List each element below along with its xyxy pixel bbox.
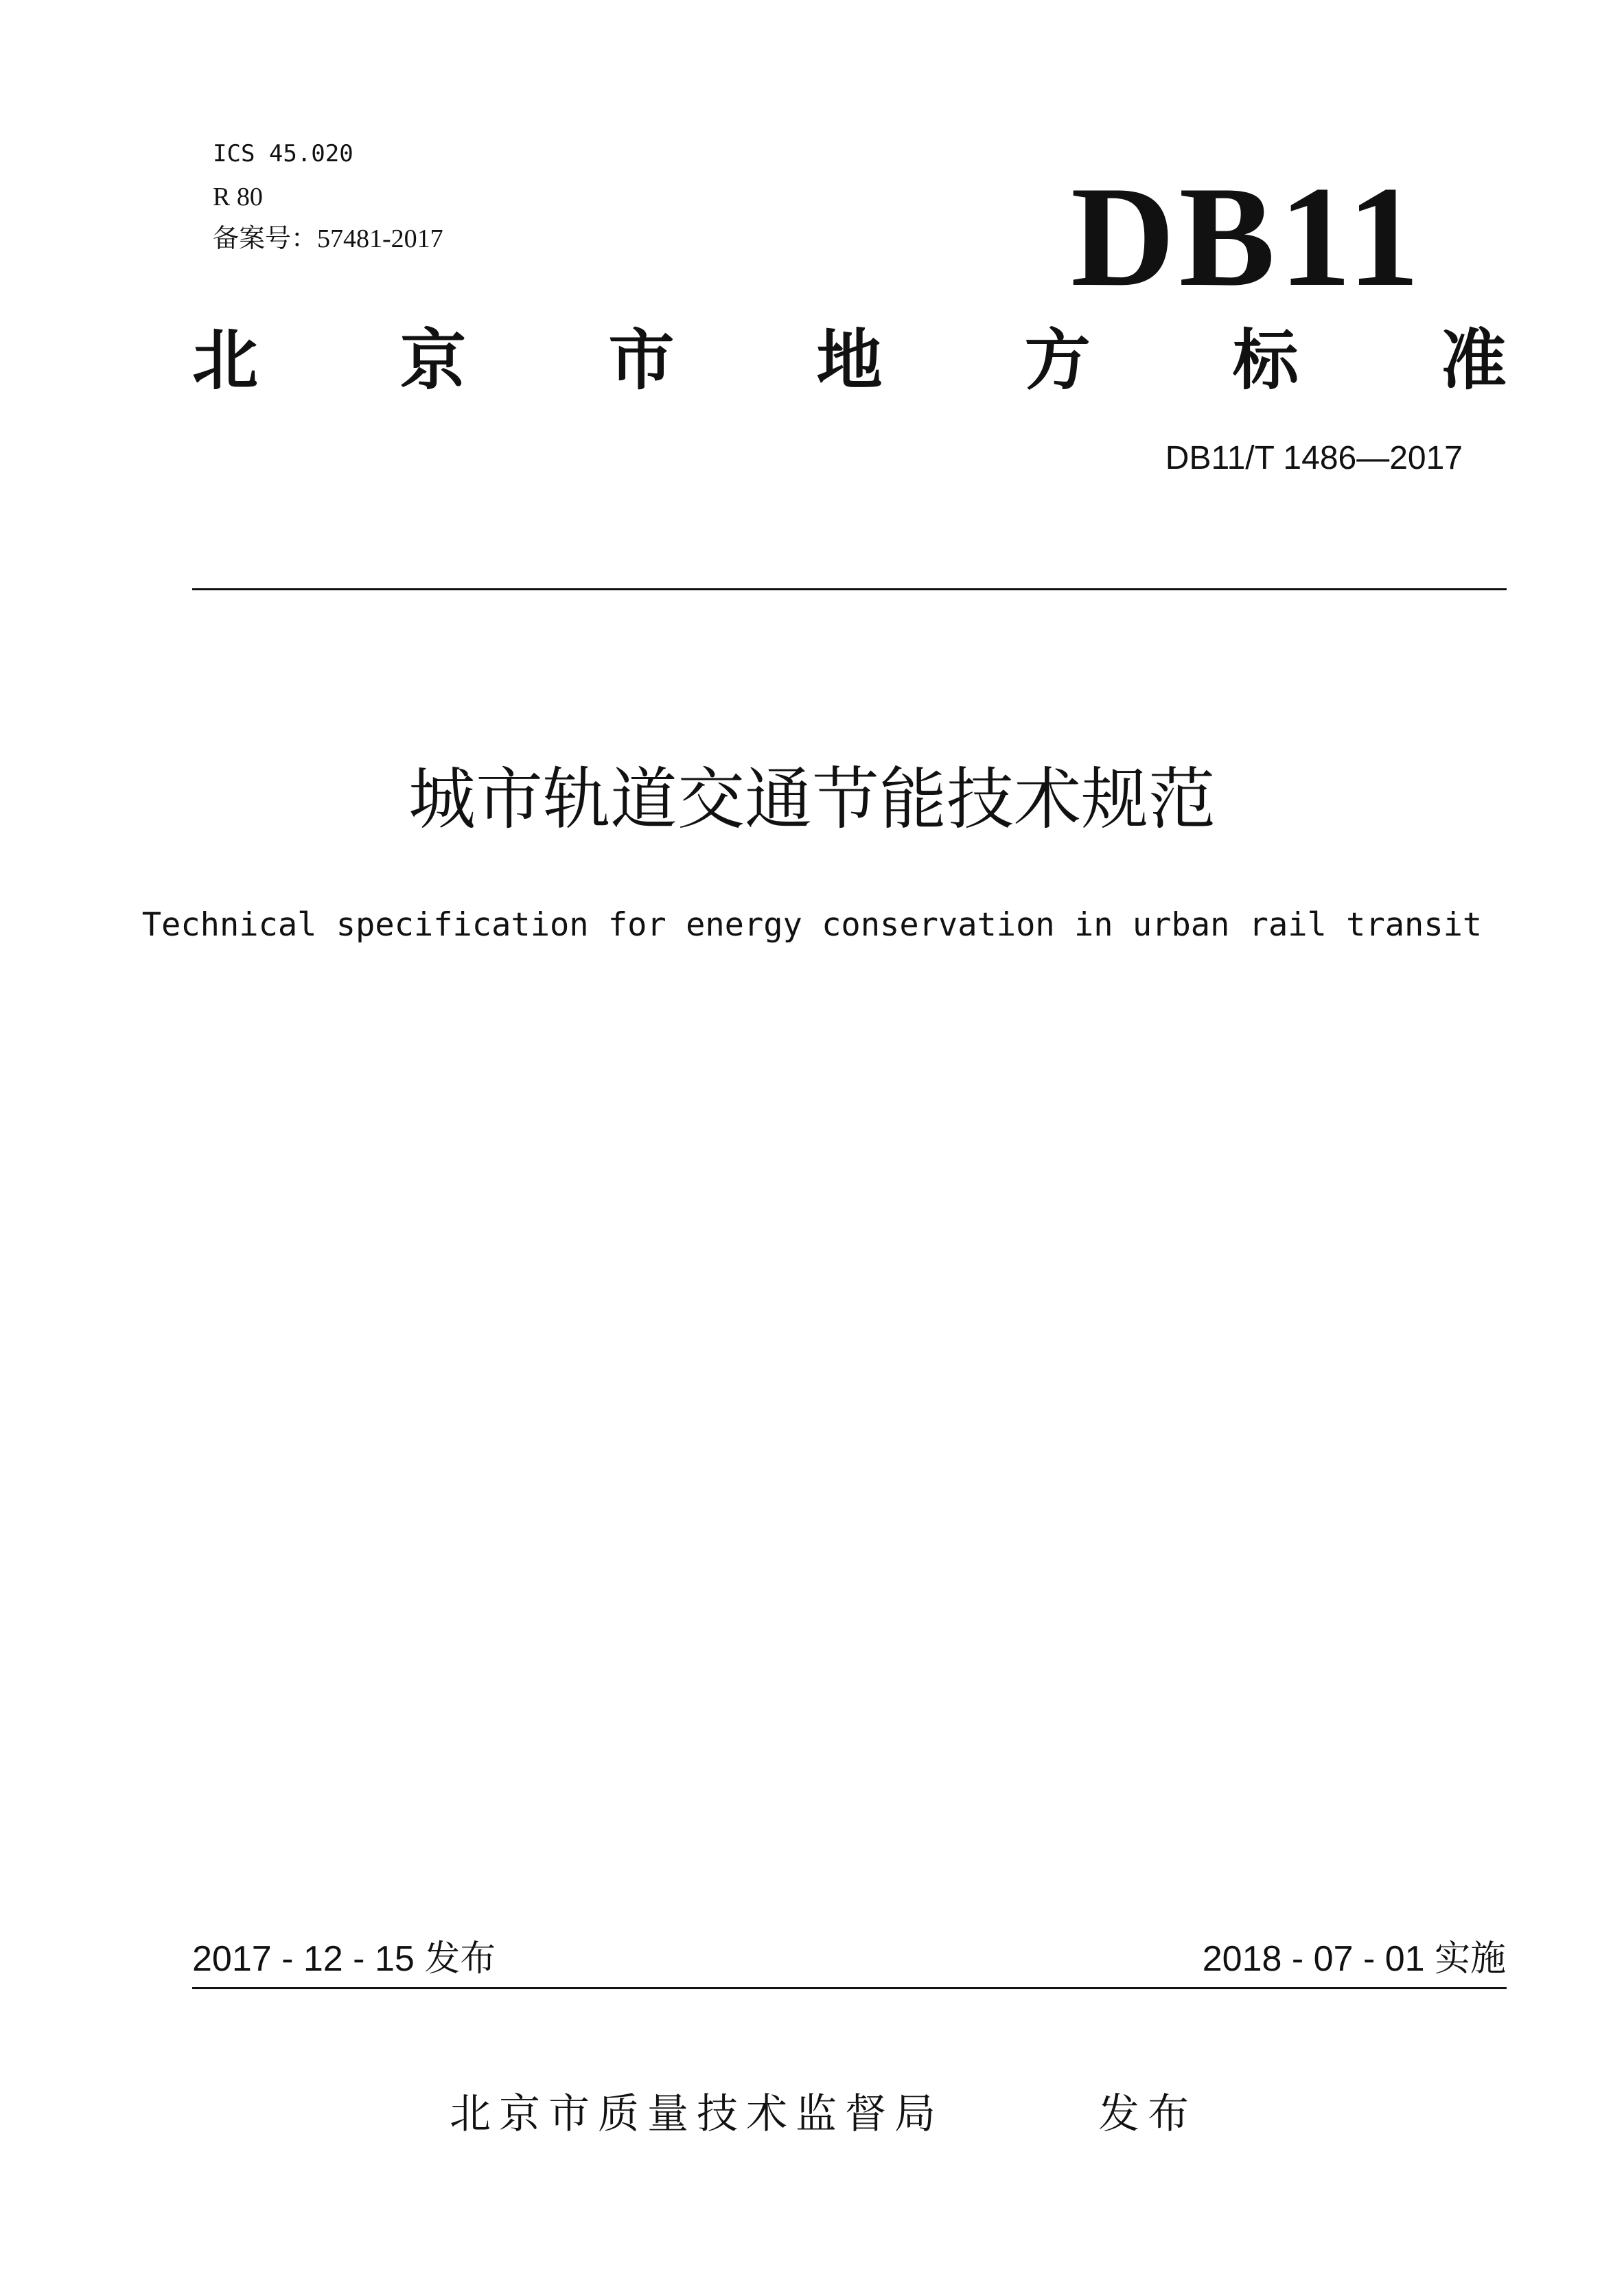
filing-number: 备案号：57481-2017 bbox=[213, 224, 443, 253]
standard-type-char: 方 bbox=[1024, 322, 1091, 399]
standard-type-char: 北 bbox=[192, 322, 258, 399]
standard-type-char: 标 bbox=[1232, 322, 1299, 399]
issuing-authority: 北京市质量技术监督局 bbox=[450, 2090, 944, 2138]
ics-code: ICS 45.020 bbox=[213, 140, 353, 167]
standard-type-char: 市 bbox=[608, 322, 675, 399]
standard-type-char: 地 bbox=[816, 322, 883, 399]
standard-type-char: 京 bbox=[400, 322, 467, 399]
issue-date: 2017 - 12 - 15 发布 bbox=[192, 1939, 496, 1979]
implementation-date: 2018 - 07 - 01 实施 bbox=[1202, 1939, 1506, 1979]
bottom-divider bbox=[192, 1987, 1507, 1989]
issuing-action: 发布 bbox=[1098, 2090, 1197, 2138]
document-title-english: Technical specification for energy conservation in urban rail transit bbox=[141, 906, 1483, 944]
standard-number: DB11/T 1486—2017 bbox=[1165, 440, 1463, 476]
classification-code: R 80 bbox=[213, 183, 263, 211]
standard-code-logo: DB11 bbox=[1071, 157, 1424, 316]
document-title-chinese: 城市轨道交通节能技术规范 bbox=[408, 761, 1216, 839]
standard-type-char: 准 bbox=[1440, 322, 1507, 399]
standard-type-heading bbox=[192, 316, 1507, 405]
top-divider bbox=[192, 588, 1507, 590]
